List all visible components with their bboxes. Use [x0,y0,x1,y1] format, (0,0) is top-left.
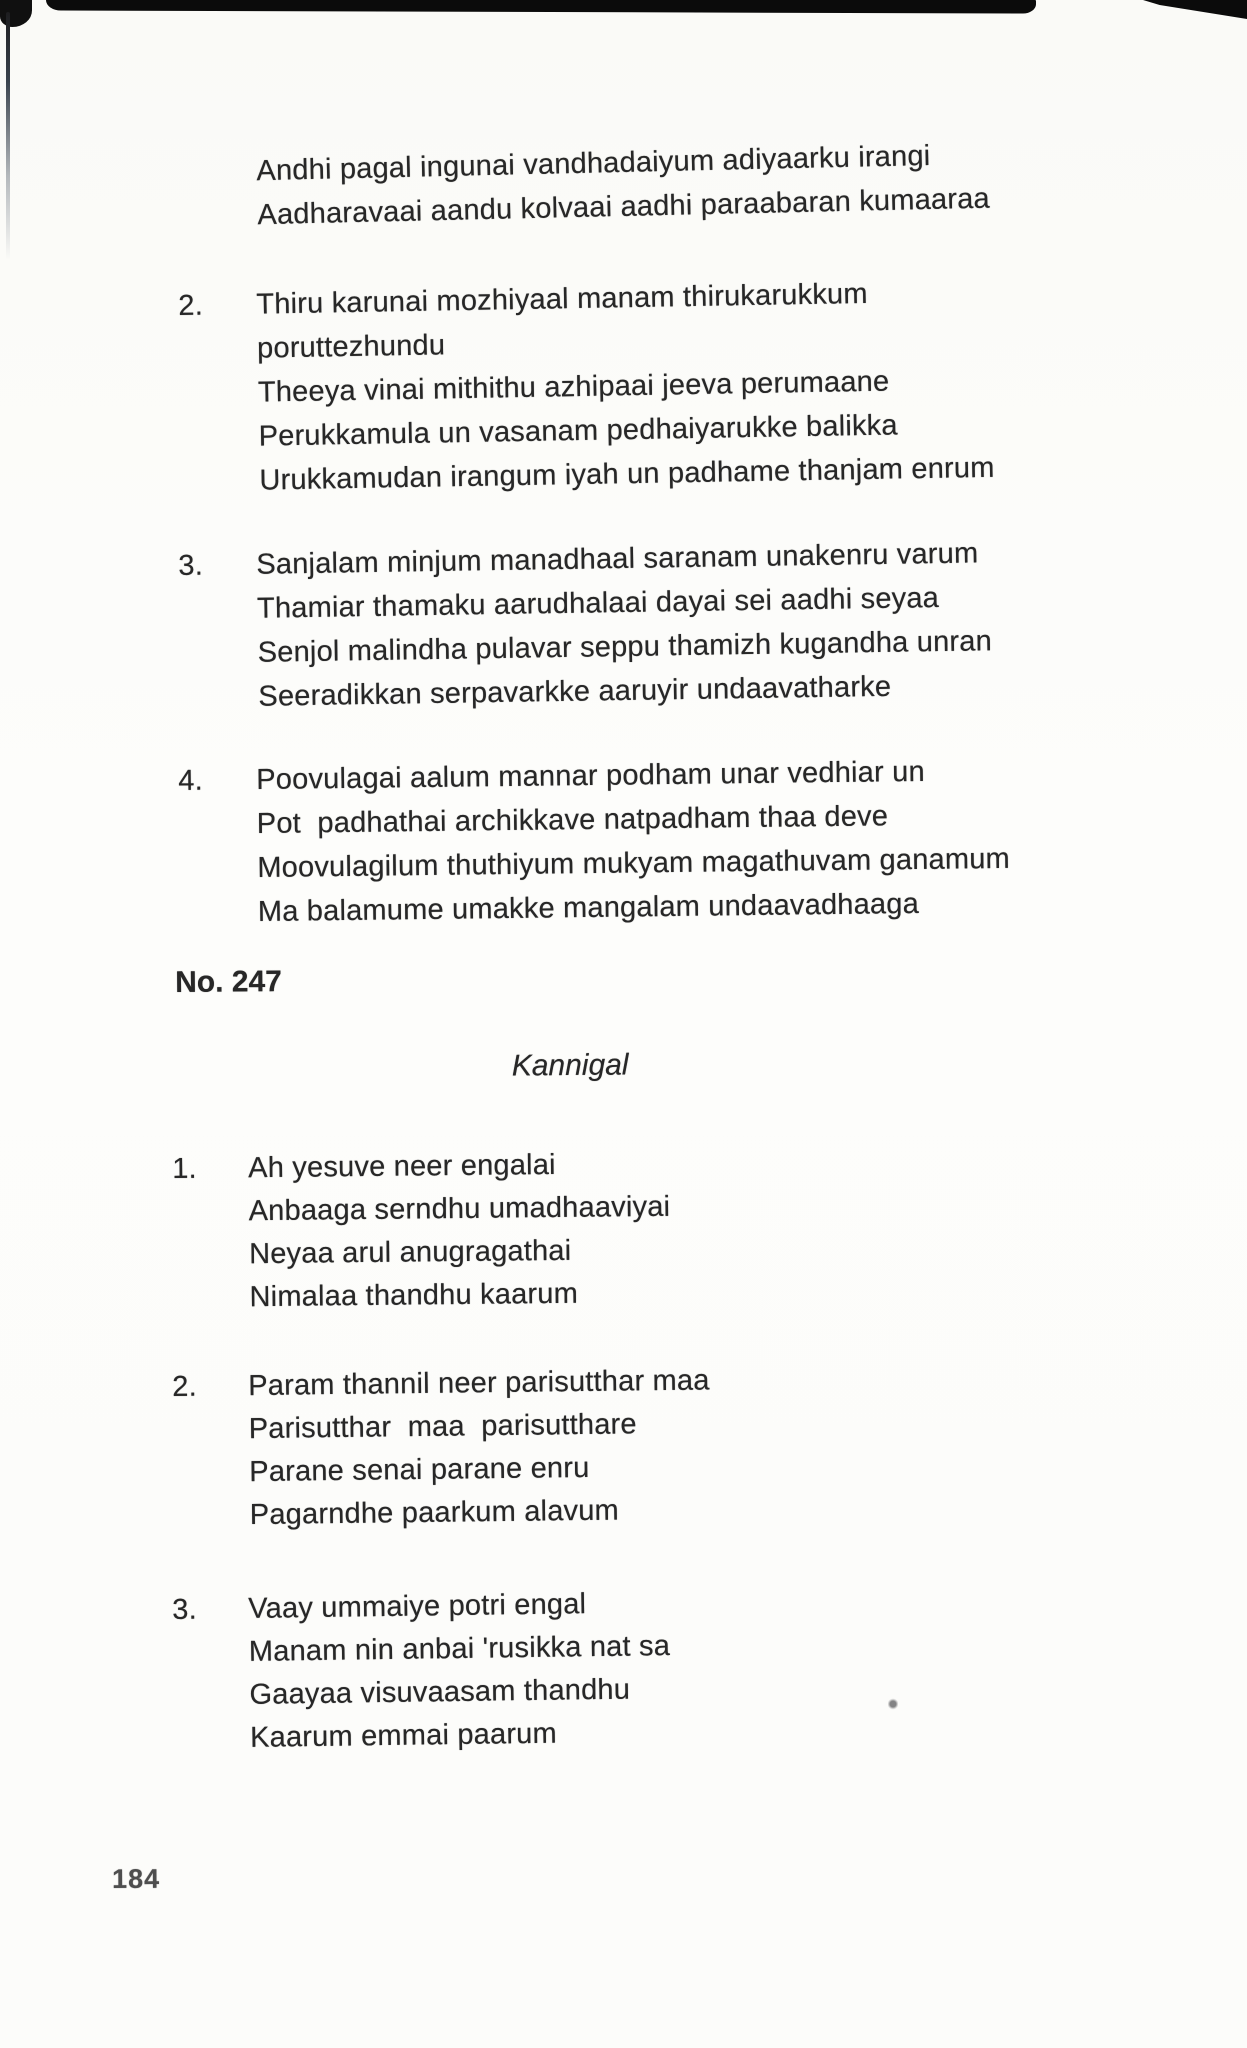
verse-line: Kaarum emmai paarum [249,1717,558,1754]
verse-line: Senjol malindha pulavar seppu thamizh kugandha unran [257,625,993,669]
verse-line: poruttezhundu [256,329,446,365]
scan-edge-top-left-corner [0,0,32,27]
verse-line: Anbaaga serndhu umadhaaviyai [248,1190,671,1228]
stanza-2 [178,270,995,504]
verse-line: Thamiar thamaku aarudhalaai dayai sei aadhi seyaa [256,582,940,625]
song-number-heading: No. 247 [175,965,283,999]
stanza-3 [178,531,993,720]
stanza-247-3 [172,1582,672,1761]
verse-number: 1. [172,1152,197,1185]
verse-line: Gaayaa visuvaasam thandhu [249,1673,631,1711]
verse-line: Aadharavaai aandu kolvaai aadhi paraabaran kumaaraa [257,182,991,232]
verse-line: Andhi pagal ingunai vandhadaiyum adiyaarku irangi [256,139,931,188]
verse-number: 4. [178,764,204,797]
scan-ink-speck [888,1698,898,1710]
verse-line: Moovulagilum thuthiyum mukyam magathuvam ganamum [257,842,1011,885]
verse-line: Poovulagai aalum mannar podham unar vedhiar un [256,755,925,797]
stanza-247-1 [172,1143,671,1320]
verse-line: Urukkamudan irangum iyah un padhame thanjam enrum [259,451,995,497]
verse-line: Pagarndhe paarkum alavum [249,1494,620,1532]
stanza-247-2 [172,1359,711,1538]
verse-line: Sanjalam minjum manadhaal saranam unakenru varum [256,537,979,581]
verse-line: Perukkamula un vasanam pedhaiyarukke balikka [258,409,898,453]
page-number: 184 [112,1863,161,1894]
verse-line: Nimalaa thandhu kaarum [249,1277,579,1314]
verse-number: 3. [172,1593,198,1626]
verse-number: 3. [178,549,204,582]
verse-line: Parisutthar maa parisutthare [248,1408,637,1446]
verse-line: Thiru karunai mozhiyaal manam thirukarukkum [256,277,868,321]
stanza-4 [178,749,1011,935]
verse-line: Manam nin anbai 'rusikka nat sa [248,1630,671,1668]
verse-line: Ma balamume umakke mangalam undaavadhaaga [257,887,920,929]
verse-number: 2. [172,1370,198,1403]
verse-line: Vaay ummaiye potri engal [248,1588,587,1625]
verse-line: Ah yesuve neer engalai [248,1148,556,1185]
verse-line: Theeya vinai mithithu azhipaai jeeva perumaane [257,365,890,409]
verse-line: Parane senai parane enru [249,1451,590,1489]
scan-edge-top-right [1143,0,1247,19]
stanza-continuation [178,133,990,239]
verse-line: Param thannil neer parisutthar maa [248,1364,710,1403]
song-title: Kannigal [511,1048,629,1083]
verse-line: Pot padhathai archikkave natpadham thaa deve [256,800,889,841]
verse-line: Neyaa arul anugragathai [248,1234,572,1271]
verse-line: Seeradikkan serpavarkke aaruyir undaavatharke [258,670,892,713]
verse-number: 2. [178,289,204,322]
scan-edge-top-band [46,0,1036,14]
scan-edge-left-line [6,12,10,260]
